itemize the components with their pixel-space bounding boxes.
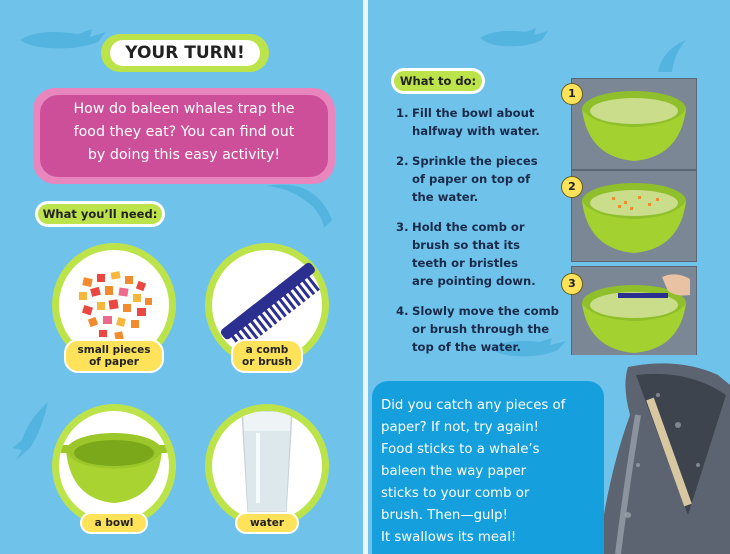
bowl-water-photo-icon: [572, 79, 696, 169]
bowl-paper-photo-icon: [572, 171, 696, 261]
step-line: Fill the bowl about: [412, 106, 535, 120]
step-badge: 1: [561, 83, 583, 105]
question-line: food they eat? You can find out: [73, 124, 295, 140]
page-title: YOUR TURN!: [110, 40, 260, 66]
step-item: [396, 104, 568, 140]
supply-label-line: a comb: [245, 344, 289, 356]
supply-item-paper: [52, 243, 176, 367]
step-number: 3.: [396, 220, 409, 234]
answer-line: sticks to your comb or: [381, 486, 530, 501]
step-number: 1.: [396, 106, 409, 120]
step-line: the water.: [412, 190, 479, 204]
supply-item-bowl: [52, 404, 176, 528]
whale-silhouette-icon: [8, 400, 58, 460]
step-line: teeth or bristles: [412, 256, 518, 270]
bowl-icon: [59, 411, 169, 521]
step-item: [396, 218, 568, 290]
answer-line: It swallows its meal!: [381, 530, 517, 545]
bowl-comb-photo-icon: [572, 267, 696, 357]
step-item: [396, 152, 568, 206]
question-line: How do baleen whales trap the: [73, 101, 295, 117]
todo-heading: What to do:: [394, 71, 482, 91]
supply-label-line: a bowl: [94, 517, 134, 529]
steps-list: [396, 104, 568, 368]
supply-label-line: of paper: [89, 356, 139, 368]
answer-box: [372, 381, 604, 554]
supply-item-water: [205, 404, 329, 528]
supply-label-line: or brush: [242, 356, 292, 368]
title-badge: [101, 34, 269, 72]
question-box: [33, 88, 335, 184]
step-line: halfway with water.: [412, 124, 540, 138]
right-page: [368, 0, 730, 554]
answer-line: Food sticks to a whale’s: [381, 442, 540, 457]
step-photo-3: [571, 266, 697, 358]
question-line: by doing this easy activity!: [87, 147, 281, 163]
step-line: Hold the comb or: [412, 220, 525, 234]
step-photo-2: [571, 170, 697, 262]
whale-silhouette-icon: [262, 178, 334, 230]
water-glass-icon: [212, 411, 322, 521]
supply-label: [235, 512, 299, 534]
step-photo-1: [571, 78, 697, 170]
step-line: brush so that its: [412, 238, 520, 252]
step-badge: 3: [561, 273, 583, 295]
step-line: of paper on top of: [412, 172, 531, 186]
answer-line: paper? If not, try again!: [381, 420, 539, 435]
answer-line: baleen the way paper: [381, 464, 527, 479]
supply-label-line: small pieces: [77, 344, 151, 356]
step-line: Sprinkle the pieces: [412, 154, 538, 168]
supply-label: [231, 339, 303, 373]
todo-heading-badge: [391, 68, 485, 94]
whale-silhouette-icon: [478, 26, 550, 50]
step-badge: 2: [561, 176, 583, 198]
supply-label-line: water: [249, 517, 285, 529]
supply-label: [64, 339, 164, 373]
whale-silhouette-icon: [18, 26, 108, 52]
step-line: or brush through the: [412, 322, 550, 336]
step-number: 4.: [396, 304, 409, 318]
need-heading-badge: [35, 201, 165, 227]
supply-item-comb: [205, 243, 329, 367]
need-heading: What you’ll need:: [38, 204, 162, 224]
answer-line: Did you catch any pieces of: [381, 398, 566, 413]
step-number: 2.: [396, 154, 409, 168]
whale-silhouette-icon: [652, 36, 692, 76]
step-line: are pointing down.: [412, 274, 536, 288]
step-item: [396, 302, 568, 356]
step-line: Slowly move the comb: [412, 304, 559, 318]
supply-label: [80, 512, 148, 534]
step-line: top of the water.: [412, 340, 521, 354]
answer-line: brush. Then—gulp!: [381, 508, 508, 523]
